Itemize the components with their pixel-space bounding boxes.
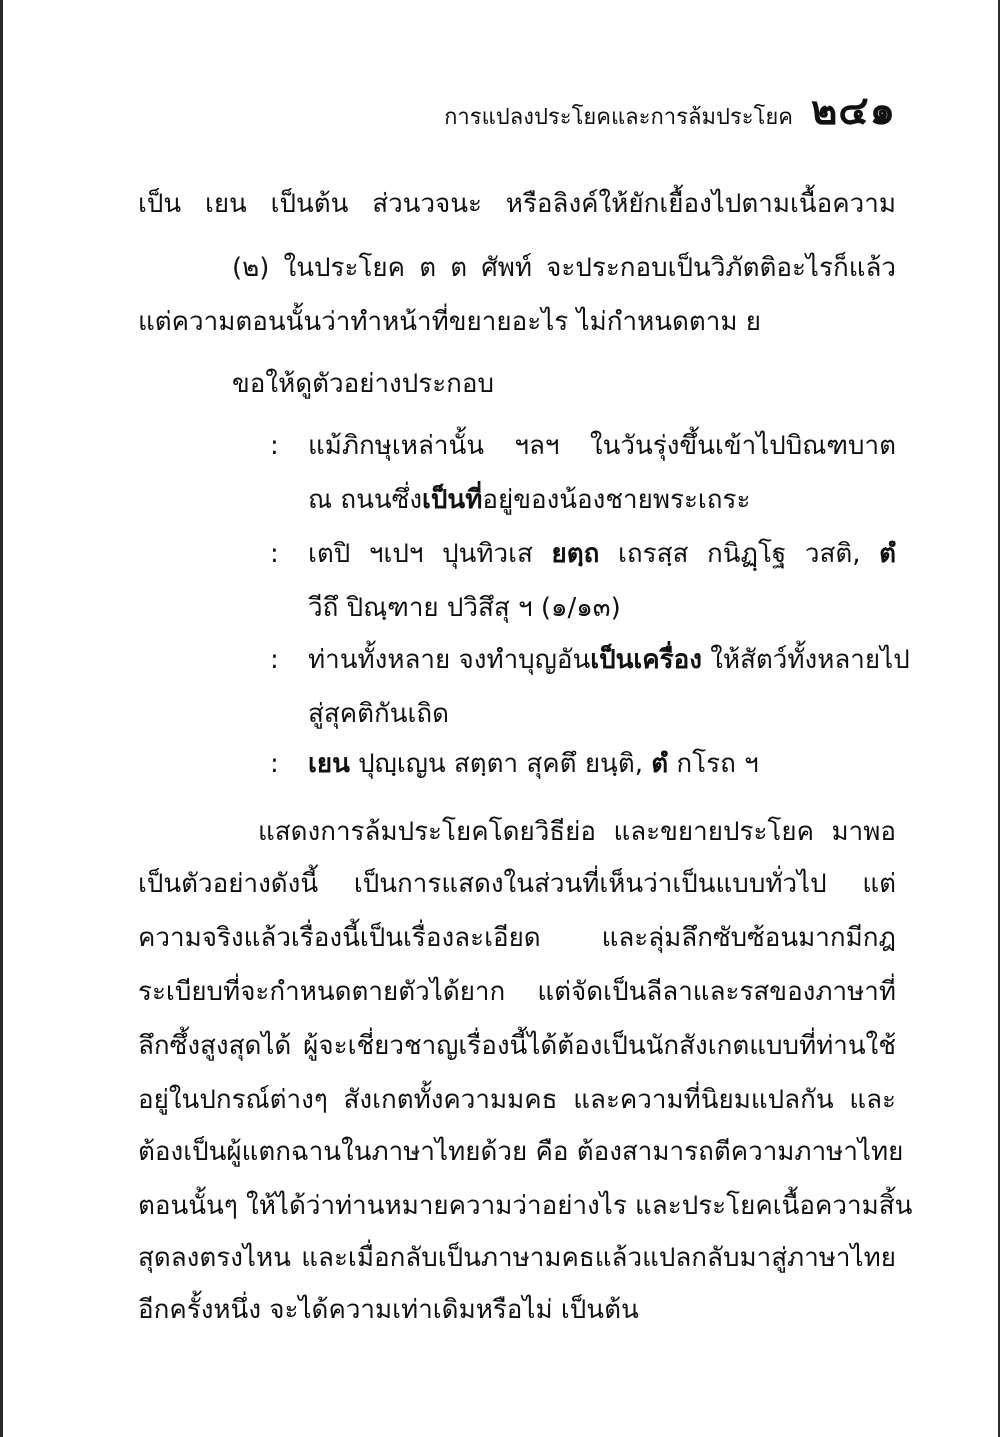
running-title: การแปลงประโยคและการล้มประโยค	[444, 105, 793, 130]
example-1-text-a: ณ ถนนซึ่ง	[308, 485, 423, 515]
example-3-text-a: ท่านทั้งหลาย จงทำบุญอัน	[308, 645, 591, 675]
example-4-line-1	[308, 744, 759, 784]
paragraph-line-1: แสดงการล้มประโยคโดยวิธีย่อ และขยายประโยค มาพอ	[258, 817, 896, 847]
example-2-line-2: วีถึ ปิณฺฑาย ปวิสึสุ ฯ (๑/๑๓)	[308, 593, 621, 623]
example-2-text-a: เตปิ ฯเปฯ ปุนทิวเส	[308, 539, 552, 569]
page-number: ๒๔๑	[810, 88, 896, 134]
example-2-colon: :	[270, 539, 279, 569]
example-3-colon: :	[270, 645, 279, 675]
example-2-bold-2: ตํ	[879, 539, 897, 569]
example-3-line-2: สู่สุคติกันเถิด	[308, 699, 450, 729]
example-2-line-1	[308, 534, 896, 574]
example-4-text-a: ปุญฺเญน สตฺตา สุคตึ ยนฺติ,	[349, 749, 652, 779]
intro-line-3: แต่ความตอนนั้นว่าทำหน้าที่ขยายอะไร ไม่กำหนดตาม ย	[138, 307, 761, 337]
example-4-bold-2: ตํ	[651, 749, 669, 779]
paragraph-line-6: อยู่ในปกรณ์ต่างๆ สังเกตทั้งความมคธ และความที่นิยมแปลกัน และ	[138, 1085, 896, 1115]
page-header	[444, 78, 896, 142]
example-1-line-2	[308, 480, 750, 520]
example-1-bold: เป็นที่	[422, 485, 483, 515]
example-1-colon: :	[270, 431, 279, 461]
example-3-bold: เป็นเครื่อง	[590, 645, 702, 675]
example-4-bold-1: เยน	[308, 749, 350, 779]
example-4-text-b: กโรถ ฯ	[668, 749, 759, 779]
example-3-text-b: ให้สัตว์ทั้งหลายไป	[701, 645, 910, 675]
paragraph-line-3: ความจริงแล้วเรื่องนี้เป็นเรื่องละเอียด และลุ่มลึกซับซ้อนมากมีกฎ	[138, 923, 896, 953]
example-1-line-1: แม้ภิกษุเหล่านั้น ฯลฯ ในวันรุ่งขึ้นเข้าไปบิณฑบาต	[308, 431, 896, 461]
paragraph-line-9: สุดลงตรงไหน และเมื่อกลับเป็นภาษามคธแล้วแปลกลับมาสู่ภาษาไทย	[138, 1243, 896, 1273]
paragraph-line-8: ตอนนั้นๆ ให้ได้ว่าท่านหมายความว่าอย่างไร และประโยคเนื้อความสิ้น	[138, 1191, 913, 1221]
example-3-line-1	[308, 640, 910, 680]
paragraph-line-4: ระเบียบที่จะกำหนดตายตัวได้ยาก แต่จัดเป็นลีลาและรสของภาษาที่	[138, 977, 896, 1007]
example-4-colon: :	[270, 749, 279, 779]
example-2-bold-1: ยตฺถ	[551, 539, 600, 569]
paragraph-line-7: ต้องเป็นผู้แตกฉานในภาษาไทยด้วย คือ ต้องสามารถตีความภาษาไทย	[138, 1137, 904, 1167]
intro-line-1: เป็น เยน เป็นต้น ส่วนวจนะ หรือลิงค์ให้ยักเยื้องไปตามเนื้อความ	[138, 189, 896, 219]
paragraph-line-10: อีกครั้งหนึ่ง จะได้ความเท่าเดิมหรือไม่ เป็นต้น	[138, 1295, 639, 1325]
intro-line-4: ขอให้ดูตัวอย่างประกอบ	[232, 369, 495, 399]
page-edge-left	[0, 0, 3, 1437]
intro-line-2: (๒) ในประโยค ต ต ศัพท์ จะประกอบเป็นวิภัตติอะไรก็แล้ว	[232, 253, 896, 283]
paragraph-line-2: เป็นตัวอย่างดังนี้ เป็นการแสดงในส่วนที่เห็นว่าเป็นแบบทั่วไป แต่	[138, 869, 896, 899]
example-2-text-b: เถรสฺส กนิฏฺโฐ วสติ,	[599, 539, 880, 569]
paragraph-line-5: ลึกซึ้งสูงสุดได้ ผู้จะเชี่ยวชาญเรื่องนี้ได้ต้องเป็นนักสังเกตแบบที่ท่านใช้	[138, 1031, 896, 1061]
example-1-text-b: อยู่ของน้องชายพระเถระ	[482, 485, 751, 515]
